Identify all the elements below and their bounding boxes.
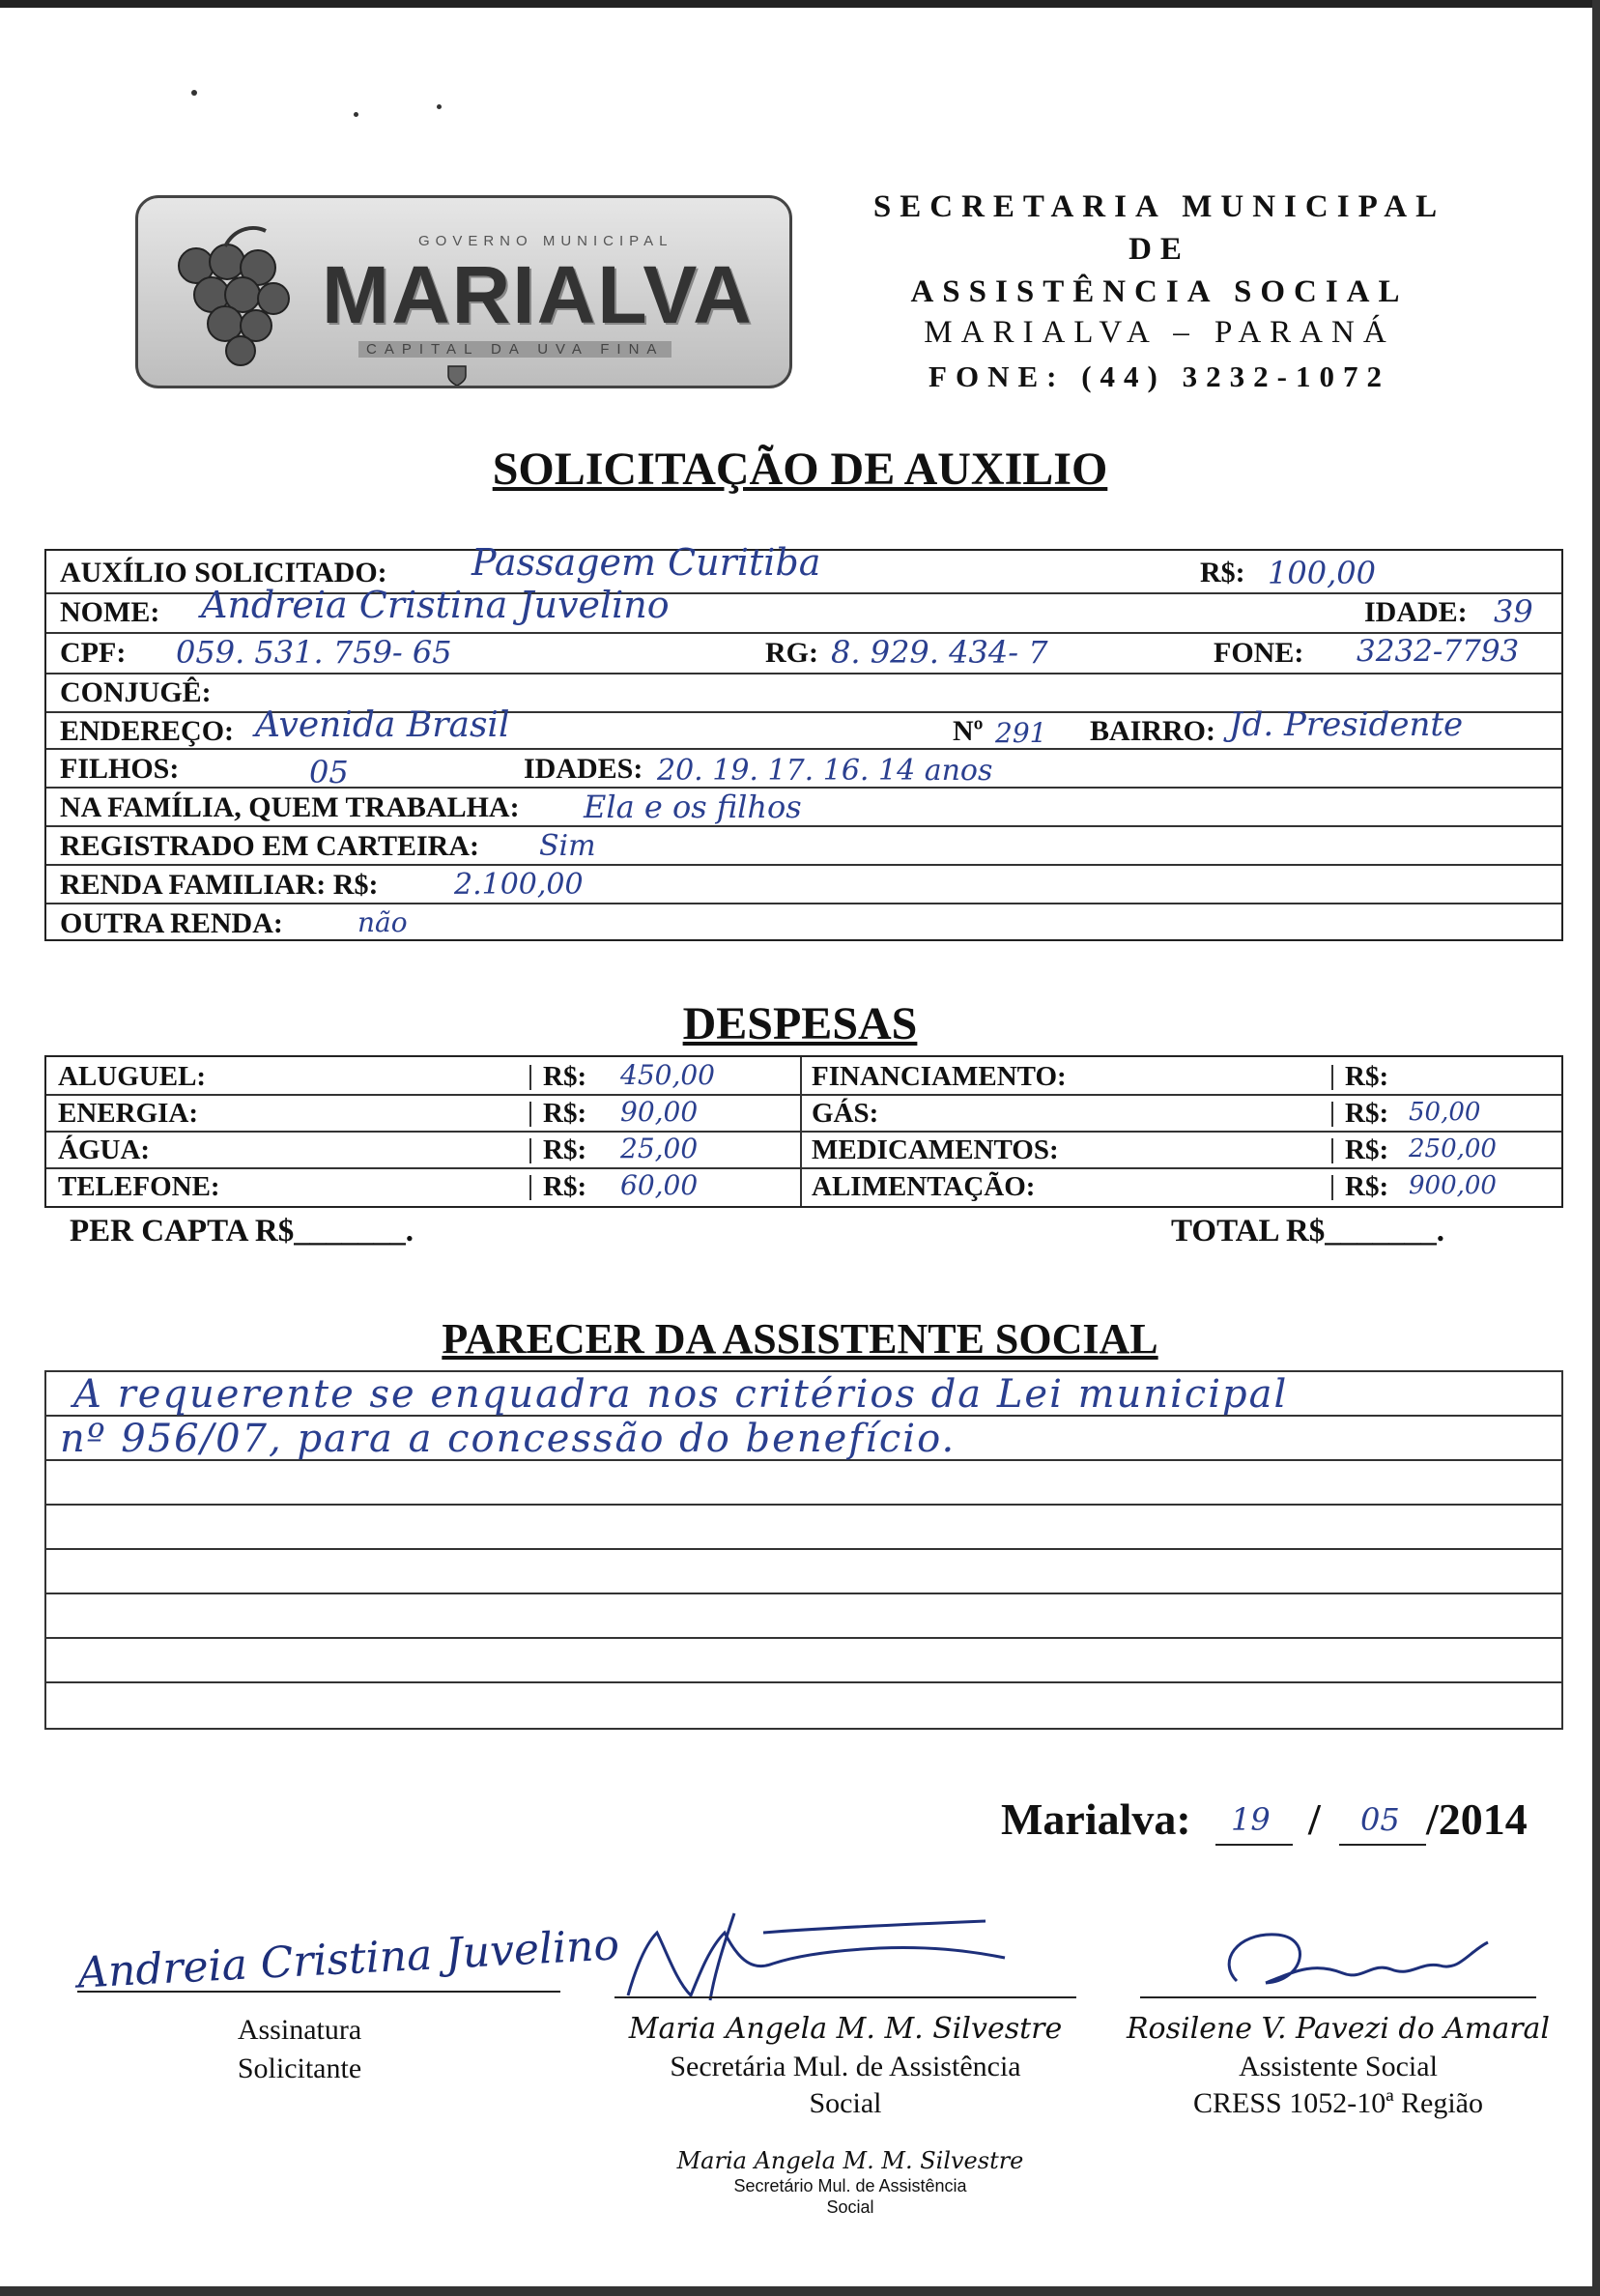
despesa-left-rs: R$:: [543, 1061, 587, 1092]
scan-speck: [437, 104, 442, 109]
rs-label: R$:: [1200, 557, 1245, 588]
filhos-label: FILHOS:: [60, 753, 180, 785]
auxilio-label: AUXÍLIO SOLICITADO:: [60, 557, 387, 588]
trabalha-value: Ela e os filhos: [584, 789, 802, 825]
header-phone: FONE: (44) 3232-1072: [929, 359, 1390, 393]
despesa-right-value: 50,00: [1409, 1098, 1481, 1127]
renda-value: 2.100,00: [454, 868, 584, 902]
despesa-separator: [529, 1138, 531, 1163]
despesa-separator: [1331, 1175, 1333, 1200]
despesa-left-label: TELEFONE:: [58, 1171, 220, 1202]
city-crest-icon: [445, 364, 469, 387]
date-day: 19: [1231, 1801, 1271, 1838]
date-month-line: [1339, 1844, 1426, 1846]
parecer-title: PARECER DA ASSISTENTE SOCIAL: [442, 1315, 1158, 1363]
auxilio-value: Passagem Curitiba: [471, 541, 821, 584]
bairro-value: Jd. Presidente: [1229, 705, 1464, 744]
despesas-table: [44, 1055, 1563, 1208]
header-de: DE: [1129, 232, 1190, 267]
stamp-name: Maria Angela M. M. Silvestre: [676, 2147, 1024, 2174]
despesa-right-label: MEDICAMENTOS:: [812, 1134, 1059, 1165]
parecer-lines: [44, 1370, 1563, 1730]
grapes-icon: [157, 217, 312, 372]
secretaria-signature: [618, 1904, 1024, 2010]
date-sep: /: [1308, 1794, 1321, 1844]
secretaria-label1: Secretária Mul. de Assistência: [670, 2051, 1021, 2082]
scan-right-border: [1592, 0, 1600, 2296]
assistente-signature: [1198, 1923, 1507, 2000]
scan-speck: [354, 112, 358, 117]
assistente-label1: Assistente Social: [1239, 2051, 1438, 2082]
conjuge-label: CONJUGÊ:: [60, 676, 212, 708]
parecer-line2: nº 956/07, para a concessão do benefício.: [60, 1417, 957, 1461]
solicitante-signature: Andreia Cristina Juvelino: [76, 1920, 621, 1998]
assistente-line: [1140, 1996, 1536, 1998]
fone-value: 3232-7793: [1357, 634, 1520, 669]
fone-label: FONE:: [1214, 637, 1304, 669]
despesa-separator: [529, 1065, 531, 1090]
assistente-label2: CRESS 1052-10ª Região: [1193, 2087, 1483, 2119]
despesa-separator: [1331, 1065, 1333, 1090]
date-label: Marialva:: [1001, 1794, 1191, 1844]
date-day-line: [1215, 1844, 1293, 1846]
despesa-left-value: 450,00: [620, 1059, 715, 1091]
header-assistencia: ASSISTÊNCIA SOCIAL: [910, 274, 1409, 309]
idade-label: IDADE:: [1364, 596, 1468, 628]
despesa-separator: [529, 1175, 531, 1200]
cpf-label: CPF:: [60, 637, 127, 669]
despesa-right-label: GÁS:: [812, 1098, 879, 1129]
scan-speck: [191, 90, 197, 96]
renda-label: RENDA FAMILIAR: R$:: [60, 869, 379, 901]
page-title: SOLICITAÇÃO DE AUXILIO: [492, 444, 1108, 495]
solicitante-label2: Solicitante: [237, 2052, 362, 2084]
carteira-value: Sim: [539, 829, 596, 863]
secretaria-label2: Social: [809, 2087, 882, 2119]
request-form: [44, 541, 1563, 941]
logo-top-text: GOVERNO MUNICIPAL: [418, 233, 673, 249]
despesa-left-label: ENERGIA:: [58, 1098, 199, 1129]
despesa-right-rs: R$:: [1345, 1134, 1389, 1165]
despesa-right-rs: R$:: [1345, 1098, 1389, 1129]
despesa-left-label: ALUGUEL:: [58, 1061, 207, 1092]
despesa-separator: [1331, 1102, 1333, 1127]
endereco-value: Avenida Brasil: [255, 705, 510, 745]
despesa-left-value: 60,00: [620, 1169, 699, 1201]
secretaria-name: Maria Angela M. M. Silvestre: [628, 2012, 1063, 2046]
despesa-right-rs: R$:: [1345, 1061, 1389, 1092]
trabalha-label: NA FAMÍLIA, QUEM TRABALHA:: [60, 791, 520, 823]
idades-value: 20. 19. 17. 16. 14 anos: [657, 754, 993, 788]
rs-value: 100,00: [1268, 555, 1376, 591]
despesa-separator: [529, 1102, 531, 1127]
despesa-left-rs: R$:: [543, 1098, 587, 1129]
endereco-label: ENDEREÇO:: [60, 715, 235, 747]
despesa-left-value: 90,00: [620, 1096, 699, 1128]
despesa-right-label: ALIMENTAÇÃO:: [812, 1171, 1036, 1202]
assistente-name: Rosilene V. Pavezi do Amaral: [1126, 2012, 1551, 2046]
idade-value: 39: [1494, 593, 1533, 630]
secretaria-line: [614, 1996, 1076, 1998]
despesa-right-rs: R$:: [1345, 1171, 1389, 1202]
despesa-left-label: ÁGUA:: [58, 1134, 151, 1165]
marialva-logo: [135, 195, 792, 388]
solicitante-label1: Assinatura: [237, 2014, 362, 2046]
date-block: [1001, 1794, 1542, 1851]
despesa-right-label: FINANCIAMENTO:: [812, 1061, 1067, 1092]
header-city: MARIALVA – PARANÁ: [924, 315, 1395, 350]
numero-label: Nº: [953, 715, 984, 747]
parecer-line1: A requerente se enquadra nos critérios da Lei municipal: [73, 1372, 1289, 1417]
header-block: [792, 189, 1527, 402]
header-secretaria: SECRETARIA MUNICIPAL: [872, 189, 1446, 224]
nome-label: NOME:: [60, 596, 160, 628]
logo-name: MARIALVA: [322, 249, 754, 340]
cpf-value: 059. 531. 759- 65: [176, 634, 452, 671]
despesas-title: DESPESAS: [682, 998, 918, 1049]
filhos-value: 05: [309, 754, 349, 790]
scan-top-border: [0, 0, 1600, 8]
numero-value: 291: [995, 717, 1047, 749]
despesa-separator: [1331, 1138, 1333, 1163]
outra-renda-label: OUTRA RENDA:: [60, 907, 283, 939]
bairro-label: BAIRRO:: [1090, 715, 1216, 747]
per-capta: PER CAPTA R$_______.: [70, 1214, 414, 1248]
stamp-line2: Social: [826, 2197, 874, 2217]
despesa-left-rs: R$:: [543, 1134, 587, 1165]
scan-bottom-border: [0, 2286, 1600, 2296]
logo-bottom-text: CAPITAL DA UVA FINA: [358, 341, 671, 358]
nome-value: Andreia Cristina Juvelino: [201, 584, 670, 626]
total: TOTAL R$_______.: [1171, 1214, 1444, 1248]
rg-label: RG:: [765, 637, 818, 669]
solicitante-line: [77, 1991, 560, 1993]
idades-label: IDADES:: [524, 753, 643, 785]
outra-renda-value: não: [357, 906, 408, 938]
despesa-left-value: 25,00: [620, 1133, 699, 1164]
despesa-right-value: 250,00: [1409, 1134, 1497, 1163]
carteira-label: REGISTRADO EM CARTEIRA:: [60, 830, 479, 862]
rg-value: 8. 929. 434- 7: [831, 634, 1048, 671]
date-year: /2014: [1426, 1794, 1528, 1844]
despesa-left-rs: R$:: [543, 1171, 587, 1202]
stamp-line1: Secretário Mul. de Assistência: [733, 2176, 967, 2196]
date-month: 05: [1360, 1801, 1400, 1838]
despesa-right-value: 900,00: [1409, 1171, 1497, 1200]
